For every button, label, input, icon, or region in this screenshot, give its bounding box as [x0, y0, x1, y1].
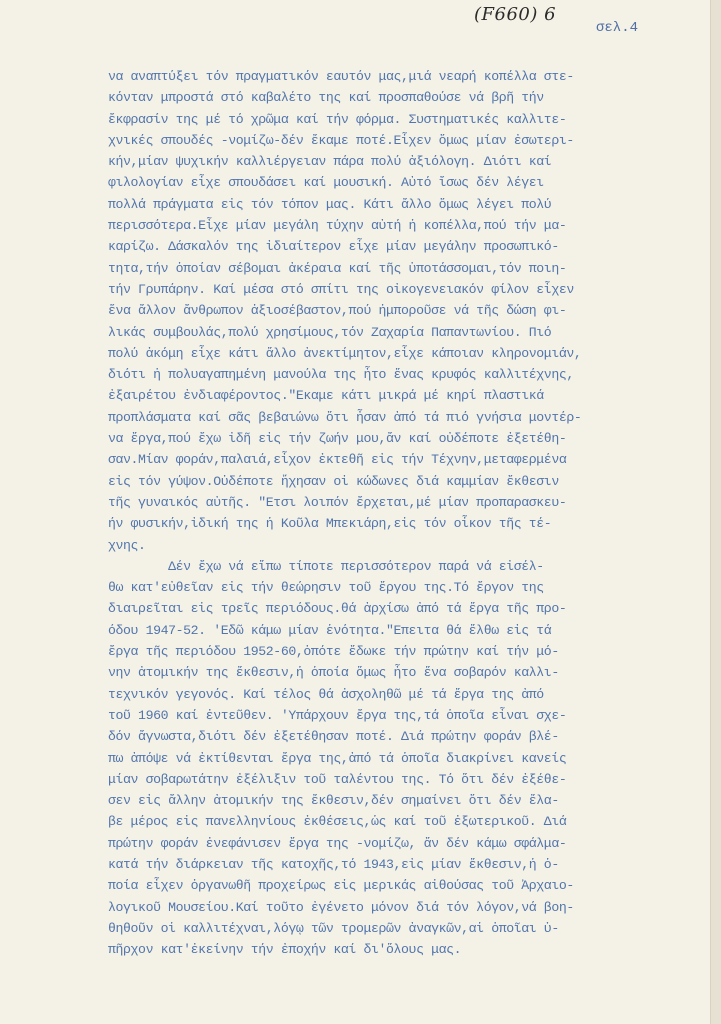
text-line: ἔργα τῆς περιόδου 1952-60,ὁπότε ἔδωκε τήν πρώτην καί τήν μό- [108, 644, 559, 660]
text-line: μίαν σοβαρωτάτην ἐξέλιξιν τοῦ ταλέντου της. Τό ὅτι δέν ἐξέθε- [108, 771, 567, 787]
text-line: διότι ἡ πολυαγαπημένη μανούλα της ἦτο ἕνας κρυφός καλλιτέχνης, [108, 367, 574, 383]
text-line: τήν Γρυπάρην. Καί μέσα στό σπίτι της οἰκογενειακόν φίλον εἶχεν [108, 281, 574, 297]
handwritten-reference-note: (F660) 6 [474, 4, 557, 25]
text-line: ἐξαιρέτου ἐνδιαφέροντος."Εκαμε κάτι μικρά μέ κηρί πλαστικά [108, 388, 544, 404]
text-line: καρίζω. Δάσκαλόν της ἰδιαίτερον εἶχε μίαν μεγάλην προσωπικό- [108, 239, 559, 255]
text-line: πρώτην φοράν ἐνεφάνισεν ἔργα της -νομίζω, ἄν δέν κάμω σφάλμα- [108, 835, 567, 851]
text-line: θηθοῦν οἱ καλλιτέχναι,λόγῳ τῶν τρομερῶν ἀναγκῶν,αἱ ὁποῖαι ὑ- [108, 920, 559, 936]
text-line: δόν ἄγνωστα,διότι δέν ἐξετέθησαν ποτέ. Διά πρώτην φοράν βλέ- [108, 729, 559, 745]
text-line: ἔκφρασίν της μέ τό χρῶμα καί τήν φόρμα. Συστηματικές καλλιτε- [108, 111, 567, 127]
text-line: όδου 1947-52. 'Εδῶ κάμω μίαν ἑνότητα."Επειτα θά ἔλθω εἰς τά [108, 622, 552, 638]
page-edge-strip [710, 0, 721, 1024]
text-line: τητα,τήν ὁποίαν σέβομαι ἀκέραια καί τῆς ὑποτάσσομαι,τόν ποιη- [108, 260, 567, 276]
text-line: Δέν ἔχω νά εἴπω τίποτε περισσότερον παρά νά εἰσέλ- [108, 558, 544, 574]
text-line: πολλά πράγματα εἰς τόν τόπον μας. Κάτι ἄλλο ὅμως λέγει πολύ [108, 196, 552, 212]
text-line: κήν,μίαν ψυχικήν καλλιέργειαν πάρα πολύ ἀξιόλογη. Διότι καί [108, 154, 552, 170]
text-line: λικάς συμβουλάς,πολύ χρησίμους,τόν Ζαχαρία Παπαντωνίου. Πιό [108, 324, 552, 340]
text-line: να ἔργα,πού ἔχω ἰδῆ εἰς τήν ζωήν μου,ἄν καί οὐδέποτε ἐξετέθη- [108, 431, 567, 447]
text-line: ποία εἶχεν ὀργανωθῆ προχείρως εἰς μερικάς αἰθούσας τοῦ Ἀρχαιο- [108, 878, 574, 894]
text-line: να αναπτύξει τόν πραγματικόν εαυτόν μας,μιά νεαρή κοπέλλα στε- [108, 69, 574, 84]
text-line: φιλολογίαν εἶχε σπουδάσει καί μουσική. Αὐτό ἴσως δέν λέγει [108, 175, 544, 191]
text-line: τεχνικόν γεγονός. Καί τέλος θά ἀσχοληθῶ μέ τά ἔργα της ἀπό [108, 686, 544, 702]
text-line: κατά τήν διάρκειαν τῆς κατοχῆς,τό 1943,εἰς μίαν ἔκθεσιν,ἡ ὁ- [108, 856, 559, 872]
text-line: χνης. [108, 537, 146, 553]
text-line: πω ἀπόψε νά ἐκτίθενται ἔργα της,ἀπό τά ὁποῖα διακρίνει κανείς [108, 750, 567, 766]
text-line: πῆρχον κατ'ἐκείνην τήν ἐποχήν καί δι'ὅλους μας. [108, 942, 462, 958]
page-number: σελ.4 [596, 20, 639, 36]
text-line: χνικές σπουδές -νομίζω-δέν ἔκαμε ποτέ.Εἶχεν ὅμως μίαν ἐσωτερι- [108, 132, 574, 148]
text-line: πολύ ἀκόμη εἶχε κάτι ἄλλο ἀνεκτίμητον,εἶχε κάποιαν κληρονομιάν, [108, 345, 582, 361]
text-line: διαιρεῖται εἰς τρεῖς περιόδους.θά ἀρχίσω ἀπό τά ἔργα τῆς προ- [108, 601, 567, 617]
text-line: εἰς τόν γύψον.Οὐδέποτε ἤχησαν οἱ κώδωνες διά καμμίαν ἔκθεσιν [108, 473, 559, 489]
text-line: προπλάσματα καί σᾶς βεβαιώνω ὅτι ἦσαν ἀπό τά πιό γνήσια μοντέρ- [108, 409, 582, 425]
typewritten-body [108, 66, 706, 960]
text-line: βε μέρος εἰς πανελληνίους ἐκθέσεις,ὡς καί τοῦ ἐξωτερικοῦ. Διά [108, 814, 567, 830]
text-line: κόνταν μπροστά στό καβαλέτο της καί προσπαθούσε νά βρῆ τήν [108, 90, 544, 106]
text-line: θω κατ'εὐθεῖαν εἰς τήν θεώρησιν τοῦ ἔργου της.Τό ἔργον της [108, 580, 544, 596]
text-line: ἕνα ἄλλον ἄνθρωπον ἀξιοσέβαστον,πού ἠμποροῦσε νά τῆς δώση φι- [108, 303, 567, 319]
text-line: τῆς γυναικός αὐτῆς. "Ετσι λοιπόν ἔρχεται,μέ μίαν προπαρασκευ- [108, 494, 567, 510]
text-line: σεν εἰς ἄλλην ἀτομικήν της ἔκθεσιν,δέν σημαίνει ὅτι δέν ἔλα- [108, 793, 559, 809]
text-line: νην ἀτομικήν της ἔκθεσιν,ἡ ὁποία ὅμως ἦτο ἕνα σοβαρόν καλλι- [108, 665, 559, 681]
text-line: τοῦ 1960 καί ἐντεῦθεν. 'Υπάρχουν ἔργα της,τά ὁποῖα εἶναι σχε- [108, 707, 567, 723]
text-line: σαν.Μίαν φοράν,παλαιά,εἶχον ἐκτεθῆ εἰς τήν Τέχνην,μεταφερμένα [108, 452, 567, 468]
text-line: περισσότερα.Εἶχε μίαν μεγάλη τύχην αὐτή ἡ κοπέλλα,πού τήν μα- [108, 218, 567, 234]
text-line: ήν φυσικήν,ἰδική της ἡ Κοῦλα Μπεκιάρη,εἰς τόν οἶκον τῆς τέ- [108, 516, 552, 532]
text-line: λογικοῦ Μουσείου.Καί τοῦτο ἐγένετο μόνον διά τόν λόγον,νά βοη- [108, 899, 574, 915]
